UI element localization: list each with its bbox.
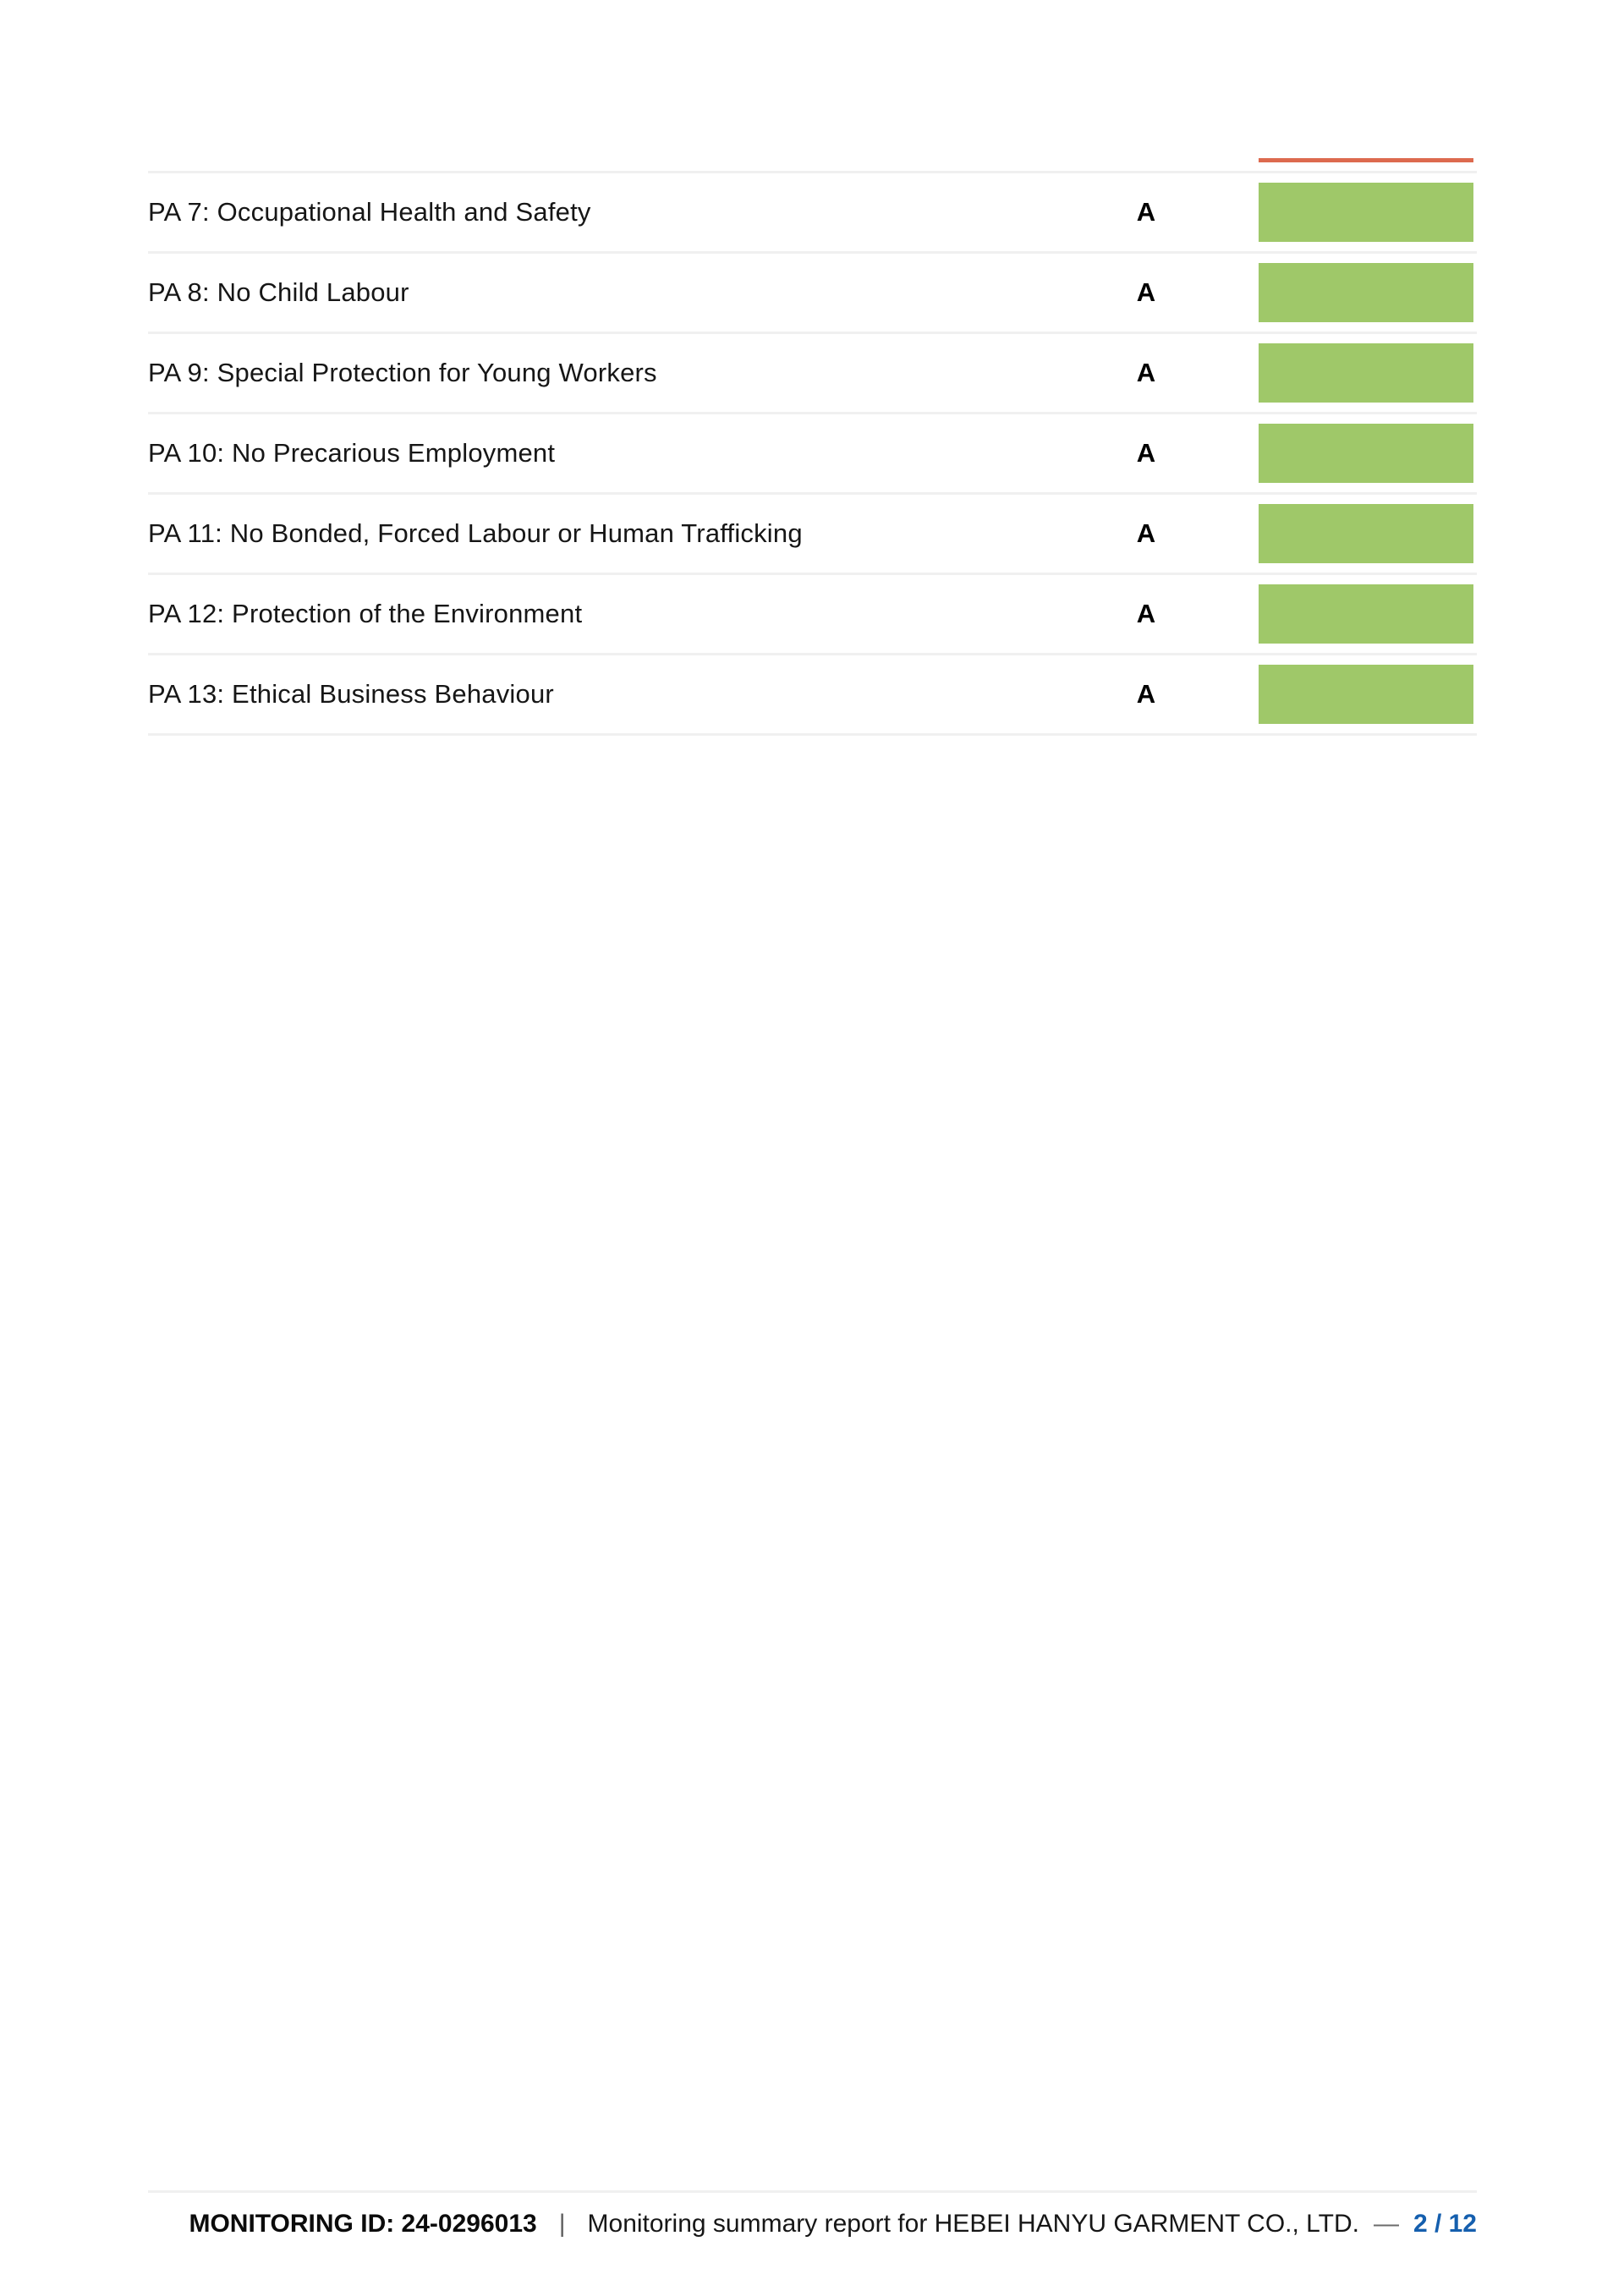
pa-rating-letter: A: [1136, 358, 1156, 387]
table-row: [148, 573, 1477, 653]
table-row: [148, 653, 1477, 733]
table-row: [148, 412, 1477, 492]
rating-bar: [1259, 183, 1473, 242]
footer-pipe-separator: |: [558, 2210, 566, 2238]
pa-label: PA 8: No Child Labour: [148, 277, 409, 307]
pa-rating-letter: A: [1136, 518, 1156, 548]
pa-rating-letter: A: [1136, 438, 1156, 468]
table-row: [148, 492, 1477, 573]
rating-bar: [1259, 424, 1473, 483]
pa-label: PA 9: Special Protection for Young Workers: [148, 358, 657, 387]
table-row: [148, 171, 1477, 251]
pa-label: PA 10: No Precarious Employment: [148, 438, 556, 468]
rating-bar: [1259, 343, 1473, 403]
rating-bar: [1259, 584, 1473, 644]
rating-bar: [1259, 504, 1473, 563]
rating-bar: [1259, 263, 1473, 322]
pa-rating-letter: A: [1136, 599, 1156, 628]
pa-label: PA 11: No Bonded, Forced Labour or Human Trafficking: [148, 518, 803, 548]
pa-rating-letter: A: [1136, 197, 1156, 227]
pa-label: PA 13: Ethical Business Behaviour: [148, 679, 554, 709]
performance-areas-table: [148, 171, 1477, 736]
footer-dash: —: [1373, 2210, 1399, 2238]
rating-bar: [1259, 665, 1473, 724]
page-number: 2 / 12: [1413, 2210, 1477, 2238]
page-footer: [0, 2209, 1477, 2239]
table-row: [148, 251, 1477, 332]
monitoring-id: MONITORING ID: 24-0296013: [189, 2210, 537, 2238]
footer-divider-line: [148, 2190, 1477, 2193]
footer-report-title: Monitoring summary report for HEBEI HANYU GARMENT CO., LTD.: [587, 2210, 1359, 2238]
accent-line: [1259, 158, 1473, 162]
pa-rating-letter: A: [1136, 277, 1156, 307]
pa-label: PA 12: Protection of the Environment: [148, 599, 583, 628]
pa-rating-letter: A: [1136, 679, 1156, 709]
table-row: [148, 332, 1477, 412]
pa-label: PA 7: Occupational Health and Safety: [148, 197, 591, 227]
